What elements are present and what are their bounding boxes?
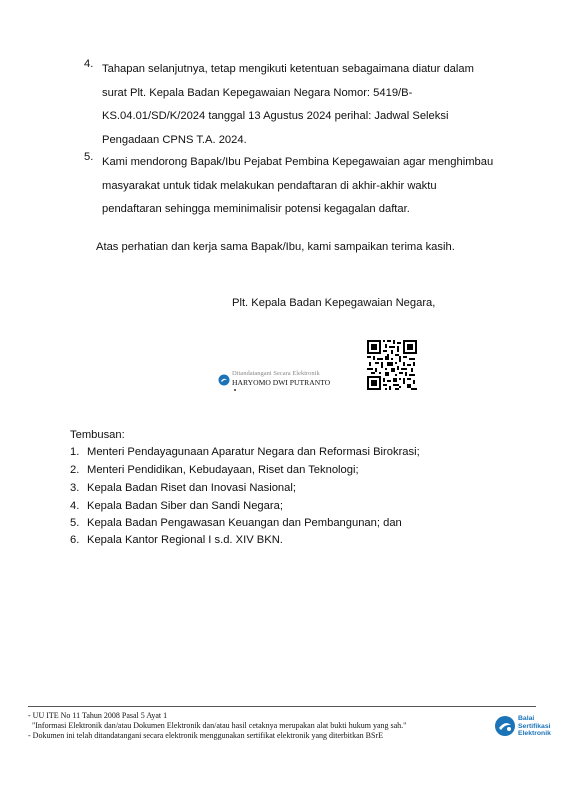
- list-item-number: 1.: [70, 446, 80, 458]
- list-item-number: 3.: [70, 482, 80, 494]
- list-item-text: Menteri Pendayagunaan Aparatur Negara dan Reformasi Birokrasi;: [87, 446, 420, 458]
- point-line: Pengadaan CPNS T.A. 2024.: [102, 133, 247, 146]
- bsre-signature-icon: [218, 374, 230, 386]
- list-item-number: 5.: [70, 517, 80, 529]
- footer-line-law: - UU ITE No 11 Tahun 2008 Pasal 5 Ayat 1: [28, 711, 168, 720]
- footer-notes: [28, 711, 406, 741]
- bsre-line: Sertifikasi: [518, 722, 551, 730]
- bsre-emblem-icon: [494, 715, 516, 737]
- list-item-number: 4.: [70, 500, 80, 512]
- list-item-text: Kepala Badan Riset dan Inovasi Nasional;: [87, 482, 296, 494]
- point-line: masyarakat untuk tidak melakukan pendaftaran di akhir-akhir waktu: [102, 179, 437, 192]
- bsre-line: Balai: [518, 715, 535, 722]
- signature-caption: Ditandatangani Secara Elektronik: [232, 370, 320, 377]
- footer-line-signature-note: - Dokumen ini telah ditandatangani secara elektronik menggunakan sertifikat elektronik yang diterbitkan BSrE: [28, 731, 383, 740]
- point-line: Tahapan selanjutnya, tetap mengikuti ketentuan sebagaimana diatur dalam: [102, 63, 474, 75]
- list-item-text: Kepala Badan Siber dan Sandi Negara;: [87, 500, 283, 512]
- point-line: surat Plt. Kepala Badan Kepegawaian Negara Nomor: 5419/B-: [102, 86, 413, 99]
- footer-line-quote: "Informasi Elektronik dan/atau Dokumen Elektronik dan/atau hasil cetaknya merupakan alat bukti hukum yang sah.": [32, 721, 407, 730]
- signer-name: HARYOMO DWI PUTRANTO: [232, 378, 331, 387]
- qr-code-icon: [367, 340, 417, 390]
- list-item-text: Kepala Kantor Regional I s.d. XIV BKN.: [87, 534, 283, 546]
- footer-divider: [28, 706, 536, 707]
- electronic-signature: [218, 370, 358, 392]
- point-line: pendaftaran sehingga meminimalisir potensi kegagalan daftar.: [102, 203, 410, 215]
- signer-title: Plt. Kepala Badan Kepegawaian Negara,: [232, 297, 436, 309]
- point-number: 5.: [84, 151, 94, 163]
- point-number: 4.: [84, 58, 94, 70]
- list-item-number: 2.: [70, 464, 80, 476]
- point-text: [102, 151, 500, 222]
- point-line: Kami mendorong Bapak/Ibu Pejabat Pembina Kepegawaian agar menghimbau: [102, 156, 494, 168]
- point-line: KS.04.01/SD/K/2024 tanggal 13 Agustus 2024 perihal: Jadwal Seleksi: [102, 110, 449, 122]
- bsre-logo: [494, 713, 564, 741]
- list-item-text: Menteri Pendidikan, Kebudayaan, Riset dan Teknologi;: [87, 464, 359, 476]
- bsre-wordmark: [518, 715, 551, 738]
- tembusan-label: Tembusan:: [70, 429, 125, 441]
- list-item-text: Kepala Badan Pengawasan Keuangan dan Pembangunan; dan: [87, 517, 402, 529]
- point-text: [102, 58, 500, 152]
- closing-sentence: Atas perhatian dan kerja sama Bapak/Ibu, kami sampaikan terima kasih.: [96, 241, 455, 253]
- bullet-dot: [234, 389, 236, 391]
- list-item-number: 6.: [70, 534, 80, 546]
- bsre-line: Elektronik: [518, 730, 551, 738]
